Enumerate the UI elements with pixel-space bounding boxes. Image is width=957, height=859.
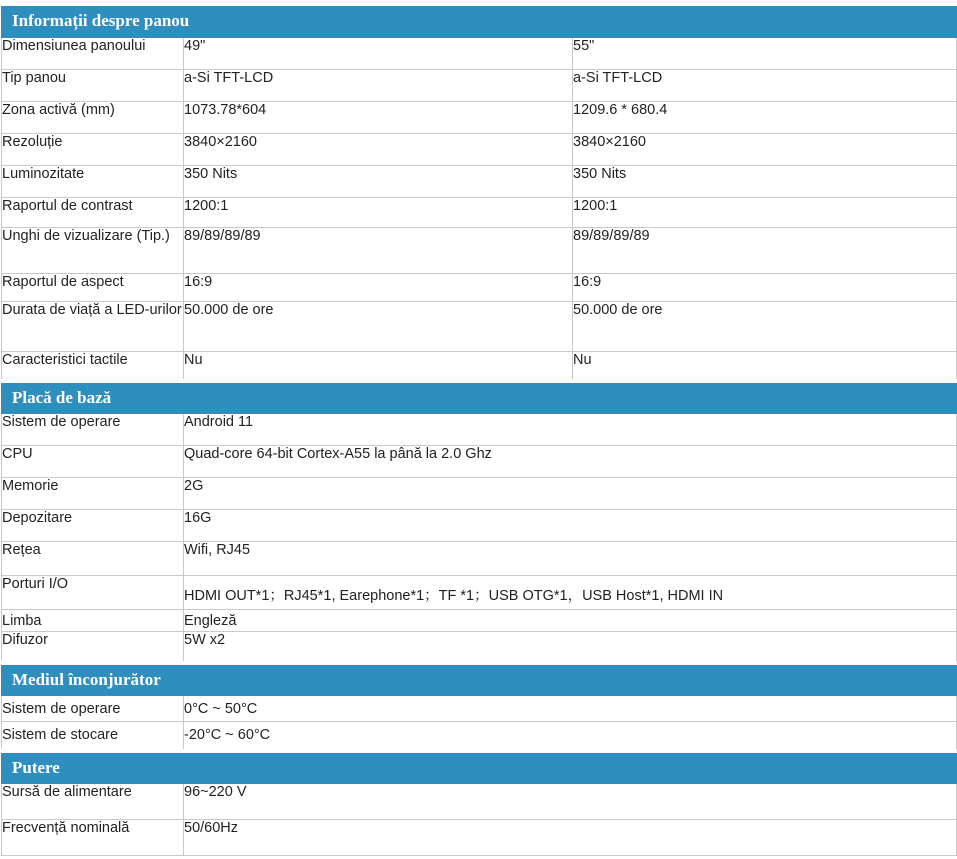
value-55: 50.000 de ore <box>573 301 957 351</box>
table-row <box>2 273 957 301</box>
section-title: Informații despre panou <box>2 3 957 37</box>
section-header-power <box>2 751 957 783</box>
row-label: Durata de viață a LED-urilor <box>2 301 184 351</box>
row-value: Engleză <box>184 609 957 631</box>
row-value: 0°C ~ 50°C <box>184 695 957 721</box>
section-title: Mediul înconjurător <box>2 663 957 695</box>
row-label: Tip panou <box>2 69 184 101</box>
row-label: Luminozitate <box>2 165 184 197</box>
table-row <box>2 631 957 663</box>
section-title: Putere <box>2 751 957 783</box>
table-row <box>2 133 957 165</box>
table-row <box>2 37 957 69</box>
table-row <box>2 477 957 509</box>
table-row <box>2 695 957 721</box>
value-49: Nu <box>184 351 573 381</box>
row-label: Limba <box>2 609 184 631</box>
row-value: -20°C ~ 60°C <box>184 721 957 751</box>
row-label: Dimensiunea panoului <box>2 37 184 69</box>
table-row <box>2 783 957 819</box>
row-label: Raportul de contrast <box>2 197 184 227</box>
row-label: CPU <box>2 445 184 477</box>
table-row <box>2 819 957 855</box>
value-55: 350 Nits <box>573 165 957 197</box>
value-49: 89/89/89/89 <box>184 227 573 273</box>
value-55: 3840×2160 <box>573 133 957 165</box>
value-55: a-Si TFT-LCD <box>573 69 957 101</box>
value-49: 1073.78*604 <box>184 101 573 133</box>
section-header-board <box>2 381 957 413</box>
row-value: 96~220 V <box>184 783 957 819</box>
row-label: Unghi de vizualizare (Tip.) <box>2 227 184 273</box>
row-label: Raportul de aspect <box>2 273 184 301</box>
value-49: 16:9 <box>184 273 573 301</box>
table-row <box>2 413 957 445</box>
value-55: 55" <box>573 37 957 69</box>
table-row <box>2 165 957 197</box>
value-55: 1200:1 <box>573 197 957 227</box>
row-label: Rezoluție <box>2 133 184 165</box>
row-value: 16G <box>184 509 957 541</box>
table-row <box>2 575 957 609</box>
value-49: 3840×2160 <box>184 133 573 165</box>
table-row <box>2 197 957 227</box>
table-row <box>2 609 957 631</box>
row-value: 2G <box>184 477 957 509</box>
value-55: 16:9 <box>573 273 957 301</box>
row-value: 5W x2 <box>184 631 957 663</box>
table-row <box>2 445 957 477</box>
table-row <box>2 721 957 751</box>
row-label: Memorie <box>2 477 184 509</box>
table-row <box>2 69 957 101</box>
row-label: Difuzor <box>2 631 184 663</box>
row-label: Sursă de alimentare <box>2 783 184 819</box>
section-header-environment <box>2 663 957 695</box>
section-header-panel <box>2 3 957 37</box>
table-row <box>2 101 957 133</box>
table-row <box>2 351 957 381</box>
row-label: Sistem de operare <box>2 695 184 721</box>
table-row <box>2 509 957 541</box>
value-49: 50.000 de ore <box>184 301 573 351</box>
value-55: 89/89/89/89 <box>573 227 957 273</box>
row-label: Depozitare <box>2 509 184 541</box>
row-value: Quad-core 64-bit Cortex-A55 la până la 2.0 Ghz <box>184 445 957 477</box>
table-row <box>2 541 957 575</box>
value-49: 350 Nits <box>184 165 573 197</box>
value-49: a-Si TFT-LCD <box>184 69 573 101</box>
row-value: 50/60Hz <box>184 819 957 855</box>
row-label: Caracteristici tactile <box>2 351 184 381</box>
row-label: Rețea <box>2 541 184 575</box>
table-row <box>2 301 957 351</box>
value-49: 49" <box>184 37 573 69</box>
row-label: Porturi I/O <box>2 575 184 609</box>
table-row <box>2 227 957 273</box>
row-value: Android 11 <box>184 413 957 445</box>
section-title: Placă de bază <box>2 381 957 413</box>
value-49: 1200:1 <box>184 197 573 227</box>
row-value: Wifi, RJ45 <box>184 541 957 575</box>
spec-table <box>1 0 957 856</box>
row-label: Zona activă (mm) <box>2 101 184 133</box>
row-label: Frecvență nominală <box>2 819 184 855</box>
value-55: Nu <box>573 351 957 381</box>
row-label: Sistem de stocare <box>2 721 184 751</box>
row-label: Sistem de operare <box>2 413 184 445</box>
row-value: HDMI OUT*1；RJ45*1, Earephone*1；TF *1；USB OTG*1，USB Host*1, HDMI IN <box>184 575 957 609</box>
value-55: 1209.6 * 680.4 <box>573 101 957 133</box>
